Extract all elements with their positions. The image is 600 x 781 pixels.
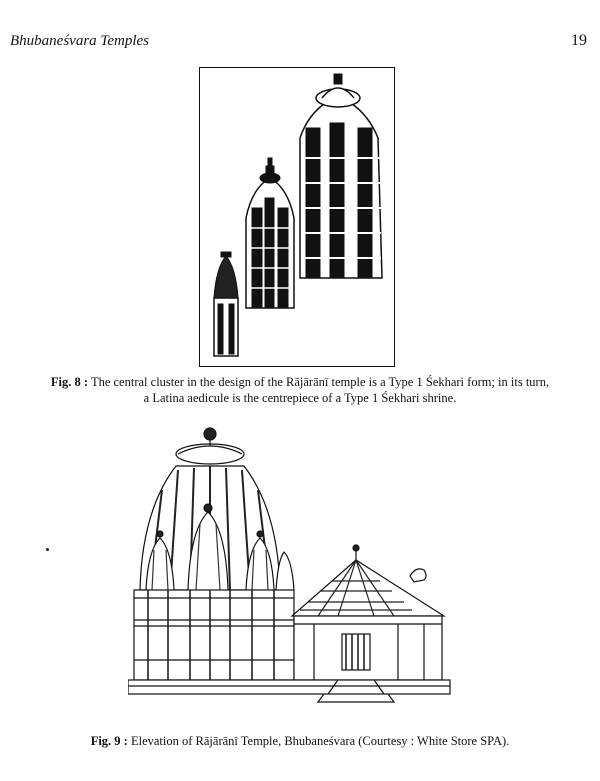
main-tower-finial <box>176 428 244 464</box>
medium-tower-drawing <box>246 158 294 308</box>
figure-8-caption-line2: a Latina aedicule is the centrepiece of a Type 1 Śekhari shrine. <box>143 391 457 405</box>
figure-9-caption-text: Elevation of Rājārānī Temple, Bhubaneśvara (Courtesy : White Store SPA). <box>130 734 510 748</box>
figure-9-label: Fig. 9 : <box>90 734 128 748</box>
main-tower <box>140 466 294 590</box>
porch-hall <box>292 545 444 680</box>
running-head: Bhubaneśvara Temples <box>10 33 150 49</box>
figure-8-caption-line1: The central cluster in the design of the Rājārānī temple is a Type 1 Śekhari form; in its turn, <box>90 375 550 389</box>
figure-9-caption <box>40 733 560 749</box>
figure-9-drawing <box>128 420 458 720</box>
large-tower-drawing <box>300 74 382 278</box>
small-tower-drawing <box>214 252 238 356</box>
figure-8-illustration <box>200 68 395 367</box>
figure-8-frame <box>199 67 395 367</box>
main-tower-base <box>134 590 294 680</box>
figure-9-illustration <box>128 420 458 720</box>
figure-8-label: Fig. 8 : <box>50 375 89 389</box>
plinth <box>128 680 450 702</box>
figure-8-caption <box>40 374 560 406</box>
page-number: 19 <box>571 32 587 49</box>
stray-mark <box>46 548 49 551</box>
